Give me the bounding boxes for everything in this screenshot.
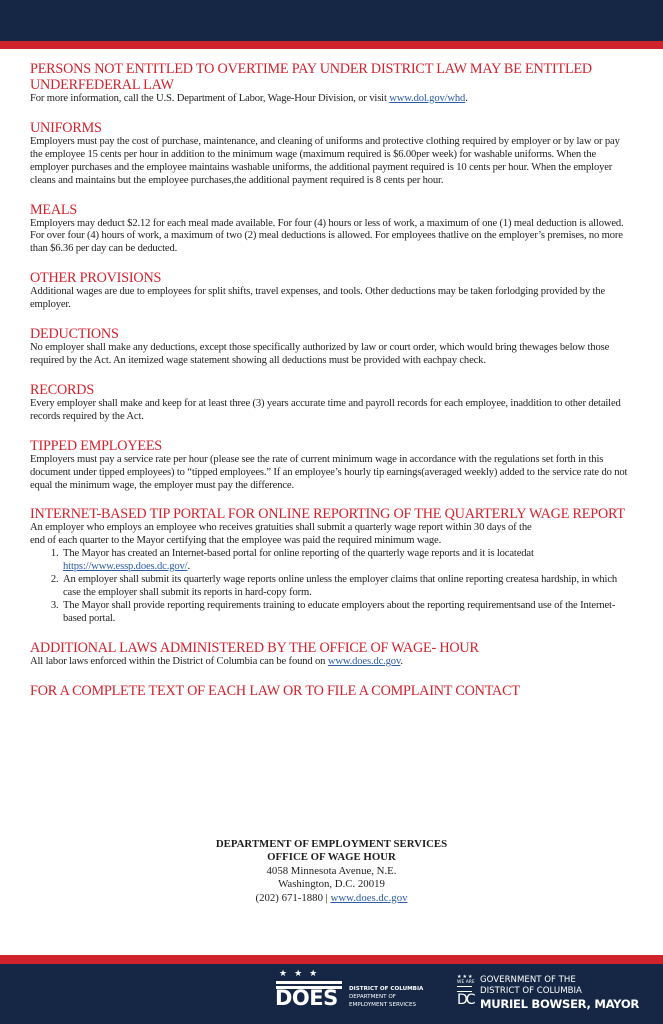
section-body — [30, 93, 630, 106]
section-heading: UNIFORMS — [30, 119, 102, 136]
dc-gov-flag-icon — [457, 975, 481, 1013]
gov-logo-mayor: MURIEL BOWSER, MAYOR — [480, 997, 640, 1011]
section-heading: DEDUCTIONS — [30, 326, 119, 343]
list-text: The Mayor has created an Internet-based portal for online reporting of the quarterly wage reports and it is locatedat — [63, 548, 534, 560]
section-contact-heading — [30, 683, 630, 699]
portal-list — [30, 548, 630, 625]
section-body: Every employer shall make and keep for at least three (3) years accurate time and payroll records for each employee, inaddition to other detailed records required by the Act. — [30, 397, 621, 422]
contact-address-line2: Washington, D.C. 20019 — [278, 878, 385, 891]
body-text: . — [400, 655, 403, 667]
section-records — [30, 382, 630, 424]
list-text: . — [187, 561, 190, 573]
body-text: All labor laws enforced within the District of Columbia can be found on — [30, 655, 328, 667]
section-body: Employers must pay the cost of purchase, maintenance, and cleaning of uniforms and protective clothing required by employer or by law or pay the employee 15 cents per hour in addition to the minimum wage (maximum required is $6.00per week) for washable uniforms. When the employer purchases and the employee maintains washable uniforms, the additional payment required is 10 cents per hour. When the employer cleans and maintains but the employee purchases,the additional payment required is 8 cents per hour. — [30, 135, 620, 186]
does-logo-line: DISTRICT OF COLUMBIA — [349, 986, 424, 992]
footer-red-band — [0, 955, 663, 964]
does-logo-line: EMPLOYMENT SERVICES — [349, 1002, 417, 1008]
does-wordmark: DOES — [275, 986, 338, 1010]
section-heading: RECORDS — [30, 381, 95, 398]
contact-block — [0, 838, 663, 905]
section-meals — [30, 202, 630, 257]
section-heading: OTHER PROVISIONS — [30, 270, 162, 287]
section-heading: PERSONS NOT ENTITLED TO OVERTIME PAY UNDER DISTRICT LAW MAY BE ENTITLED UNDERFEDERAL LAW — [30, 61, 592, 93]
dol-link[interactable]: www.dol.gov/whd — [389, 93, 466, 104]
essp-link[interactable]: https://www.essp.does.dc.gov/ — [63, 561, 188, 573]
section-other-provisions — [30, 270, 630, 312]
section-body: An employer who employs an employee who receives gratuities shall submit a quarterly wage report within 30 days of the — [30, 522, 532, 534]
section-heading: MEALS — [30, 201, 78, 218]
body-text: . — [465, 93, 468, 104]
section-deductions — [30, 326, 630, 368]
header-red-band — [0, 41, 663, 49]
dc-mark: DC — [457, 992, 474, 1008]
stars-icon: ★★★ — [279, 969, 325, 979]
dc-gov-logo-text — [480, 975, 639, 1011]
we-are-text: WE ARE — [457, 980, 475, 985]
section-heading: ADDITIONAL LAWS ADMINISTERED BY THE OFFICE OF WAGE- HOUR — [30, 639, 479, 656]
contact-phone: (202) 671-1880 | — [255, 891, 331, 904]
contact-office: OFFICE OF WAGE HOUR — [267, 851, 396, 864]
body-text: For more information, call the U.S. Department of Labor, Wage-Hour Division, or visit — [30, 93, 390, 104]
contact-org: DEPARTMENT OF EMPLOYMENT SERVICES — [215, 838, 448, 850]
list-item — [61, 548, 630, 574]
section-body: No employer shall make any deductions, except those specifically authorized by law or court order, which would bring thewages below those required by the Act. An itemized wage statement showing all deductions must be provided with eachpay check. — [30, 342, 610, 366]
contact-address-line1: 4058 Minnesota Avenue, N.E. — [266, 864, 397, 877]
gov-logo-line: DISTRICT OF COLUMBIA — [480, 986, 582, 996]
list-item — [61, 600, 630, 626]
contact-website-link[interactable]: www.does.dc.gov — [330, 891, 408, 904]
stars-icon: ★★★ — [457, 974, 474, 980]
header-navy-band — [0, 0, 663, 41]
section-uniforms — [30, 120, 630, 188]
does-logo-text — [349, 985, 423, 1009]
logo-bar — [276, 981, 342, 984]
does-logo — [276, 970, 346, 1014]
contact-phone-line — [0, 892, 663, 905]
does-logo-line: DEPARTMENT OF — [349, 994, 396, 1000]
document-content — [30, 61, 630, 713]
gov-logo-line: GOVERNMENT OF THE — [480, 975, 576, 985]
section-body: end of each quarter to the Mayor certifying that the employee was paid the required minimum wage. — [30, 535, 442, 547]
list-text: An employer shall submit its quarterly wage reports online unless the employer claims that online reporting createsa hardship, in which case the employer shall submit its reports in hard-copy form. — [63, 574, 618, 598]
section-body: Employers must pay a service rate per hour (please see the rate of current minimum wage in accordance with the regulations set forth in this document under tipped employees) to “tipped employees.” If an employee’s hourly tip earnings(averaged weekly) added to the service rate do not equal the minimum wage, the employer must pay the difference. — [30, 453, 628, 491]
section-body: Employers may deduct $2.12 for each meal made available. For four (4) hours or less of work, a maximum of one (1) meal deduction is allowed. For over four (4) hours of work, a maximum of two (2) meal deductions is allowed. For employees thatlive on the employer’s premises, no more than $6.36 per day can be deducted. — [30, 217, 624, 255]
section-heading: INTERNET-BASED TIP PORTAL FOR ONLINE REPORTING OF THE QUARTERLY WAGE REPORT — [30, 506, 625, 523]
list-text: The Mayor shall provide reporting requirements training to educate employers about the reporting requirementsand use of the Internet-based portal. — [63, 599, 616, 624]
section-tip-portal — [30, 506, 630, 625]
section-additional-laws — [30, 640, 630, 669]
section-overtime — [30, 61, 630, 106]
section-body — [30, 656, 630, 669]
section-heading: TIPPED EMPLOYEES — [30, 437, 162, 454]
section-tipped-employees — [30, 438, 630, 493]
list-item — [61, 574, 630, 600]
section-heading: FOR A COMPLETE TEXT OF EACH LAW OR TO FILE A COMPLAINT CONTACT — [30, 682, 520, 699]
section-body: Additional wages are due to employees for split shifts, travel expenses, and tools. Other deductions may be taken forlodging provided by the employer. — [30, 286, 606, 311]
does-link[interactable]: www.does.dc.gov — [327, 655, 401, 667]
